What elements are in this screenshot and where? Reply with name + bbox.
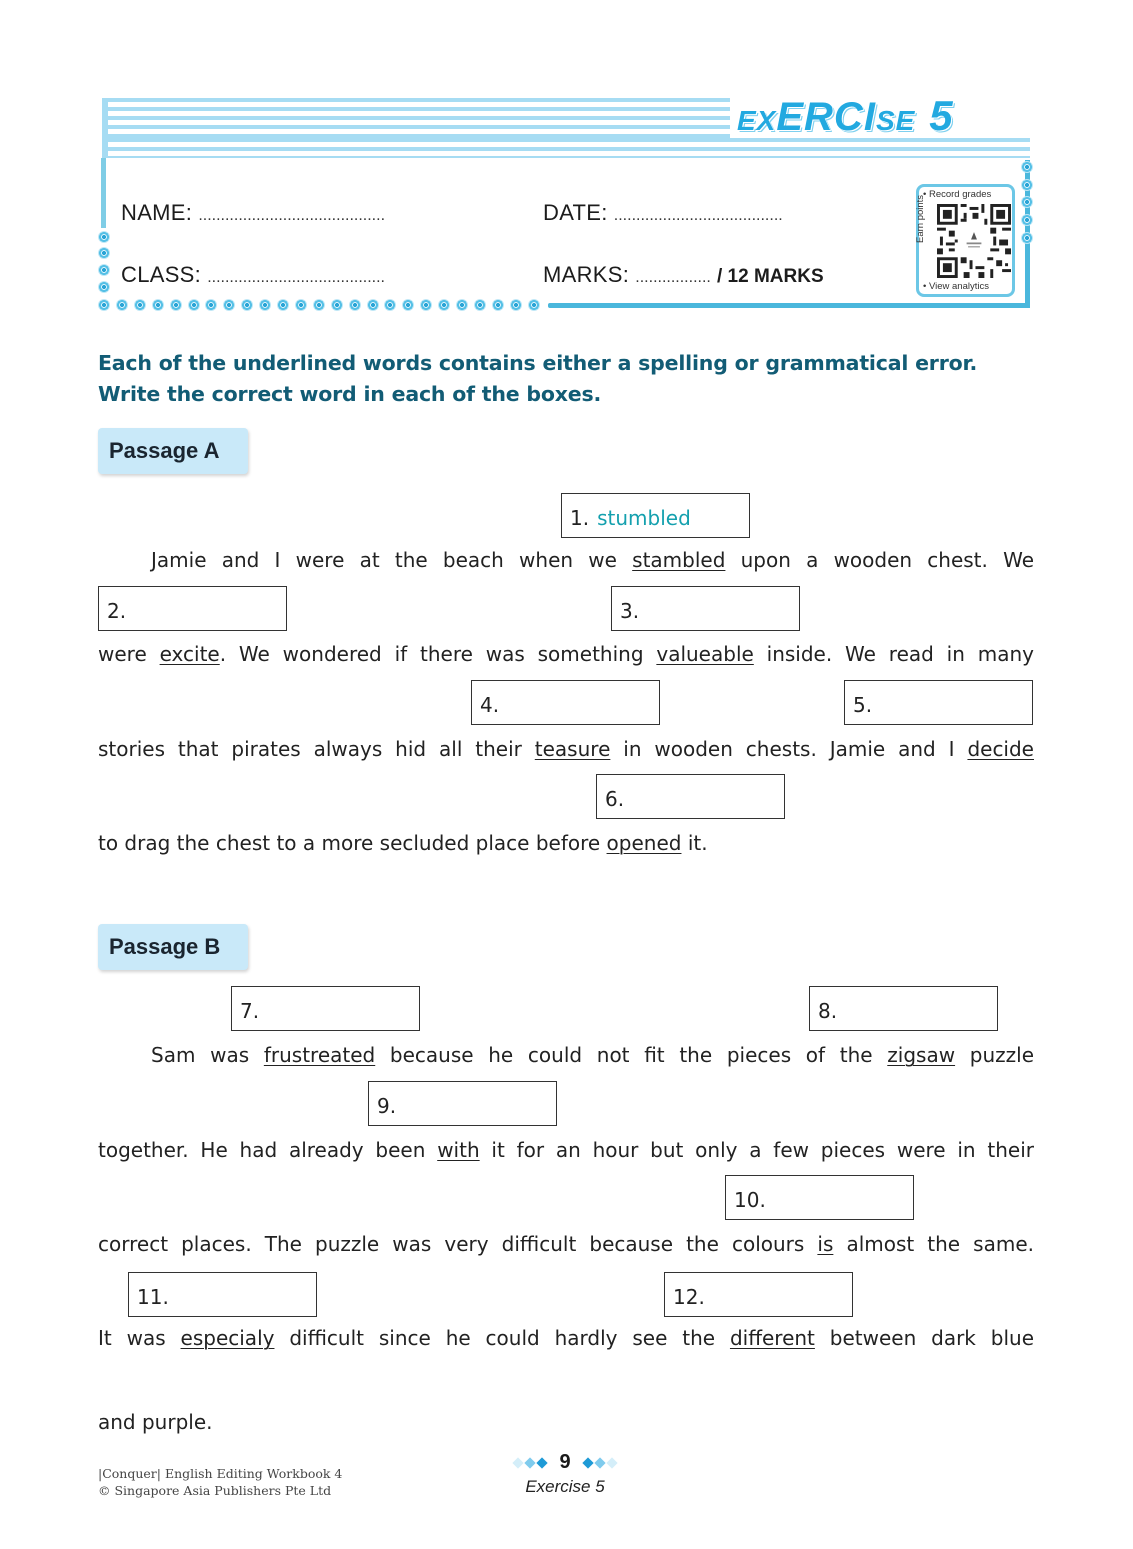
text: correct places. The puzzle was very difficult because the colours: [98, 1232, 818, 1256]
instruction-line-2: Write the correct word in each of the boxes.: [98, 382, 602, 406]
error-word-7: frustreated: [263, 1043, 376, 1067]
title-suffix: SE: [875, 105, 916, 136]
box-number: 7.: [240, 999, 260, 1023]
text: in wooden chests. Jamie and I: [610, 737, 968, 761]
decor-dot: [223, 299, 235, 311]
box-number: 12.: [673, 1285, 705, 1309]
answer-box-4[interactable]: [471, 680, 660, 725]
name-label: NAME:: [121, 200, 193, 225]
passage-a-line-4: [98, 829, 1034, 857]
decor-dot: [1021, 214, 1033, 226]
decor-dot: [349, 299, 361, 311]
decor-dot: [474, 299, 486, 311]
decor-dot: [313, 299, 325, 311]
text: It was: [98, 1326, 181, 1350]
banner-edge: [102, 98, 108, 158]
decor-dot: [152, 299, 164, 311]
diamond-icon: [524, 1457, 535, 1468]
box-number: 5.: [853, 693, 873, 717]
name-field[interactable]: [121, 200, 385, 226]
error-word-11: especialy: [180, 1326, 275, 1350]
passage-b-line-2: [98, 1136, 1034, 1164]
answer-box-7[interactable]: [231, 986, 420, 1031]
error-word-2: excite: [159, 642, 220, 666]
diamond-icon: [606, 1457, 617, 1468]
footer-credits: [98, 1465, 342, 1499]
box-number: 6.: [605, 787, 625, 811]
error-word-5: decide: [967, 737, 1034, 761]
diamond-icon: [536, 1457, 547, 1468]
exercise-banner: [102, 92, 1030, 158]
decor-dot: [116, 299, 128, 311]
text: Sam was: [151, 1043, 264, 1067]
exercise-number: 5: [929, 92, 954, 139]
error-word-1: stambled: [632, 548, 726, 572]
error-word-6: opened: [606, 831, 682, 855]
text: it.: [681, 831, 708, 855]
text: stories that pirates always hid all their: [98, 737, 535, 761]
text: almost the same.: [833, 1232, 1034, 1256]
qr-view-analytics: • View analytics: [923, 281, 989, 292]
book-title: |Conquer| English Editing Workbook 4: [98, 1466, 343, 1481]
diamond-icon: [512, 1457, 523, 1468]
text: difficult since he could hardly see the: [274, 1326, 730, 1350]
passage-b-line-1: [98, 1041, 1034, 1069]
box-number: 3.: [620, 599, 640, 623]
decor-dot: [367, 299, 379, 311]
decor-dot: [528, 299, 540, 311]
decor-dot: [98, 281, 110, 293]
instructions: [98, 348, 1043, 410]
marks-dots[interactable]: .................: [635, 269, 711, 286]
decor-dot: [188, 299, 200, 311]
answer-box-3[interactable]: [611, 586, 800, 631]
marks-field[interactable]: [543, 262, 824, 288]
date-field[interactable]: [543, 200, 783, 226]
decor-dot: [1021, 196, 1033, 208]
text: between dark blue: [814, 1326, 1034, 1350]
decor-dot: [205, 299, 217, 311]
answer-box-6[interactable]: [596, 774, 785, 819]
text: were: [98, 642, 160, 666]
error-word-8: zigsaw: [887, 1043, 956, 1067]
answer-box-8[interactable]: [809, 986, 998, 1031]
error-word-9: with: [437, 1138, 480, 1162]
decor-dot: [259, 299, 271, 311]
page-number-row: [500, 1450, 630, 1474]
decor-dot: [402, 299, 414, 311]
decor-dot: [98, 299, 110, 311]
box-number: 8.: [818, 999, 838, 1023]
box-number: 11.: [137, 1285, 169, 1309]
text: Jamie and I were at the beach when we: [151, 548, 633, 572]
decor-dot: [1021, 161, 1033, 173]
title-main: ERCI: [776, 95, 876, 139]
passage-a-line-1: [98, 546, 1034, 574]
name-dots[interactable]: ..........................................: [198, 207, 386, 224]
decor-dot: [241, 299, 253, 311]
footer-exercise-label: Exercise 5: [525, 1477, 605, 1496]
decor-dot: [384, 299, 396, 311]
class-field[interactable]: [121, 262, 385, 288]
decor-dot: [295, 299, 307, 311]
qr-code-icon[interactable]: [937, 204, 1011, 278]
decor-dot: [510, 299, 522, 311]
decor-dot: [420, 299, 432, 311]
decor-dot: [1021, 232, 1033, 244]
box-number: 2.: [107, 599, 127, 623]
decor-dot: [98, 264, 110, 276]
exercise-title: [737, 94, 954, 138]
answer-box-9[interactable]: [368, 1081, 557, 1126]
answer-box-10[interactable]: [725, 1175, 914, 1220]
text: inside. We read in many: [753, 642, 1034, 666]
decor-dot: [170, 299, 182, 311]
answer-box-5[interactable]: [844, 680, 1033, 725]
marks-max: / 12 MARKS: [716, 266, 824, 287]
banner-stripes-full: [102, 138, 1030, 158]
banner-stripes: [102, 98, 730, 138]
box-number: 10.: [734, 1188, 766, 1212]
answer-box-2[interactable]: [98, 586, 287, 631]
qr-code-panel[interactable]: [916, 184, 1015, 297]
error-word-4: teasure: [534, 737, 611, 761]
passage-b-line-4: [98, 1324, 1034, 1352]
decor-dot: [277, 299, 289, 311]
frame-left-border: [101, 158, 106, 228]
answer-box-11[interactable]: [128, 1272, 317, 1317]
error-word-10: is: [817, 1232, 834, 1256]
passage-b-line-5: [98, 1408, 1034, 1436]
text: and purple.: [98, 1410, 213, 1434]
passage-b-line-3: [98, 1230, 1034, 1258]
error-word-12: different: [729, 1326, 815, 1350]
instruction-line-1: Each of the underlined words contains either a spelling or grammatical error.: [98, 351, 978, 375]
text: to drag the chest to a more secluded place before: [98, 831, 607, 855]
qr-record-grades: • Record grades: [923, 189, 992, 200]
text: together. He had already been: [98, 1138, 438, 1162]
footer-page-info: [500, 1450, 630, 1498]
error-word-3: valueable: [656, 642, 754, 666]
class-dots[interactable]: ........................................: [207, 269, 385, 286]
date-label: DATE:: [543, 200, 608, 225]
box-number: 9.: [377, 1094, 397, 1118]
decor-dot: [331, 299, 343, 311]
answer-box-12[interactable]: [664, 1272, 853, 1317]
text: puzzle: [955, 1043, 1034, 1067]
copyright: © Singapore Asia Publishers Pte Ltd: [98, 1483, 332, 1498]
decor-dot: [1021, 179, 1033, 191]
text: . We wondered if there was something: [219, 642, 657, 666]
page-number: 9: [559, 1451, 571, 1473]
qr-earn-points: Earn points: [915, 194, 926, 243]
text: it for an hour but only a few pieces were in their: [479, 1138, 1034, 1162]
text: upon a wooden chest. We: [725, 548, 1034, 572]
answer-box-1[interactable]: [561, 493, 750, 538]
passage-a-label: Passage A: [98, 428, 248, 474]
frame-bottom-border: [548, 303, 1030, 308]
diamond-icon: [582, 1457, 593, 1468]
decor-dot: [438, 299, 450, 311]
decor-dot: [456, 299, 468, 311]
title-prefix: EX: [737, 105, 777, 136]
diamond-icon: [594, 1457, 605, 1468]
decor-dot: [492, 299, 504, 311]
text: because he could not fit the pieces of the: [375, 1043, 888, 1067]
marks-label: MARKS:: [543, 262, 630, 287]
date-dots[interactable]: ......................................: [613, 207, 783, 224]
passage-a-line-3: [98, 735, 1034, 763]
box-number: 1.: [570, 506, 590, 530]
passage-a-line-2: [98, 640, 1034, 668]
box-answer[interactable]: stumbled: [597, 506, 691, 530]
decor-dot: [98, 231, 110, 243]
box-number: 4.: [480, 693, 500, 717]
class-label: CLASS:: [121, 262, 202, 287]
decor-dot: [134, 299, 146, 311]
decor-dot: [98, 247, 110, 259]
passage-b-label: Passage B: [98, 924, 248, 970]
